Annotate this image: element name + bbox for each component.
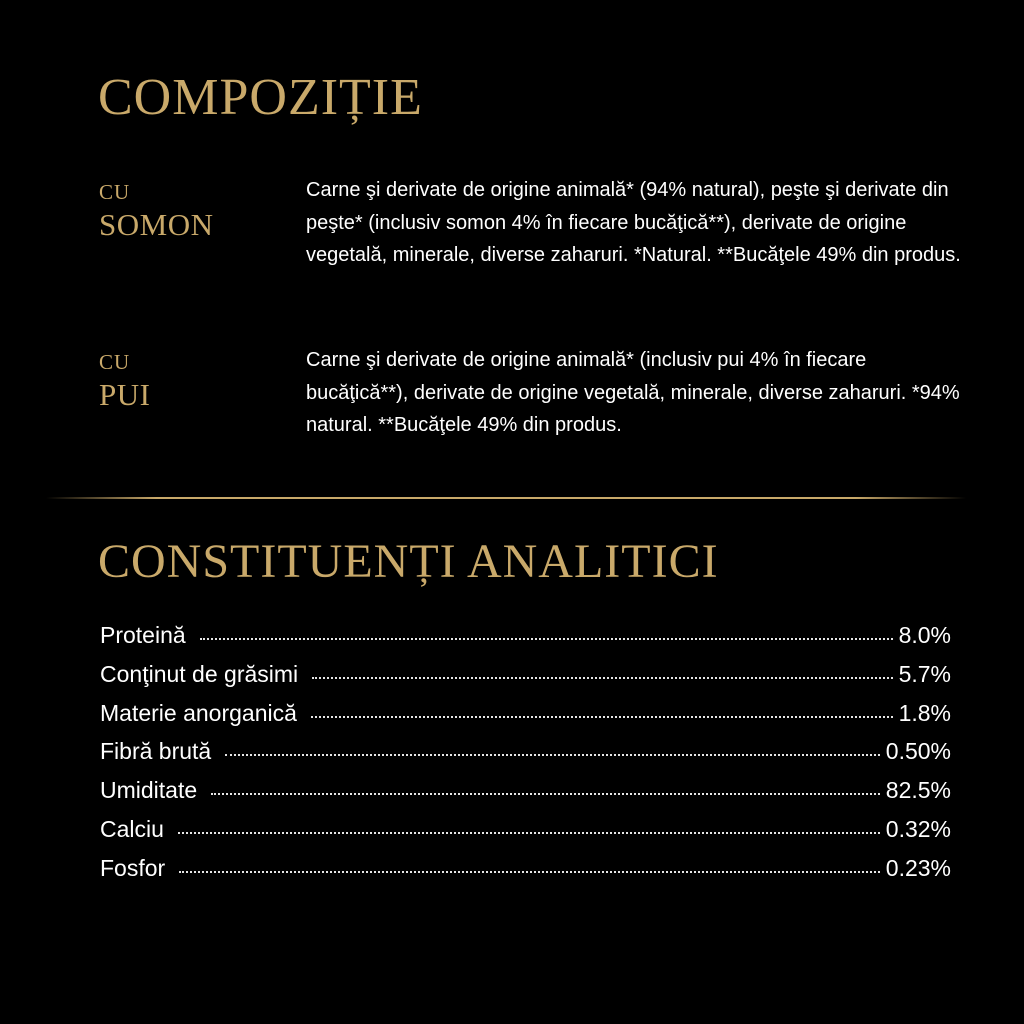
variant-label-somon (99, 182, 213, 240)
variant-label-name: PUI (99, 377, 151, 412)
analytics-row-name: Umiditate (100, 777, 198, 804)
variant-label-prefix: CU (99, 350, 131, 374)
variant-label-name: SOMON (99, 207, 214, 242)
composition-title: COMPOZIȚIE (98, 69, 423, 126)
analytics-list (100, 622, 951, 894)
analytics-row-value: 0.50% (885, 738, 951, 765)
dot-leader (200, 638, 893, 640)
analytics-row-value: 0.23% (885, 854, 951, 881)
analytics-row (100, 661, 951, 700)
analytics-row (100, 738, 951, 777)
variant-label-prefix: CU (99, 180, 131, 204)
analytics-row-value: 1.8% (898, 699, 951, 726)
analytics-row (100, 816, 951, 855)
analytics-row-name: Calciu (100, 815, 164, 842)
variant-label-pui (99, 352, 150, 410)
analytics-row-name: Conţinut de grăsimi (100, 660, 299, 687)
analytics-row (100, 855, 951, 894)
analytics-title: CONSTITUENȚI ANALITICI (98, 535, 719, 588)
variant-composition-text-somon: Carne şi derivate de origine animală* (94% natural), peşte şi derivate din peşte* (inclusiv somon 4% în fiecare bucăţică**), derivate de origine vegetală, minerale, diverse zaharuri. *Natural. **Bucăţele 49% din produs. (306, 179, 961, 266)
analytics-row-name: Materie anorganică (100, 699, 297, 726)
analytics-row-value: 5.7% (898, 660, 951, 687)
analytics-row-name: Fibră brută (100, 738, 212, 765)
dot-leader (178, 832, 880, 834)
analytics-row-value: 82.5% (885, 777, 951, 804)
dot-leader (179, 871, 880, 873)
dot-leader (311, 716, 893, 718)
dot-leader (211, 793, 880, 795)
analytics-row-value: 8.0% (898, 622, 951, 648)
analytics-row (100, 777, 951, 816)
section-divider (46, 497, 966, 499)
analytics-row-name: Proteină (100, 622, 186, 648)
analytics-row-name: Fosfor (100, 854, 166, 881)
analytics-row-value: 0.32% (885, 815, 951, 842)
dot-leader (225, 754, 880, 756)
analytics-row (100, 622, 951, 661)
variant-composition-text-pui: Carne şi derivate de origine animală* (inclusiv pui 4% în fiecare bucăţică**), derivate de origine vegetală, minerale, diverse zaharuri. *94% natural. **Bucăţele 49% din produs. (306, 349, 960, 436)
analytics-row (100, 700, 951, 739)
dot-leader (312, 677, 892, 679)
